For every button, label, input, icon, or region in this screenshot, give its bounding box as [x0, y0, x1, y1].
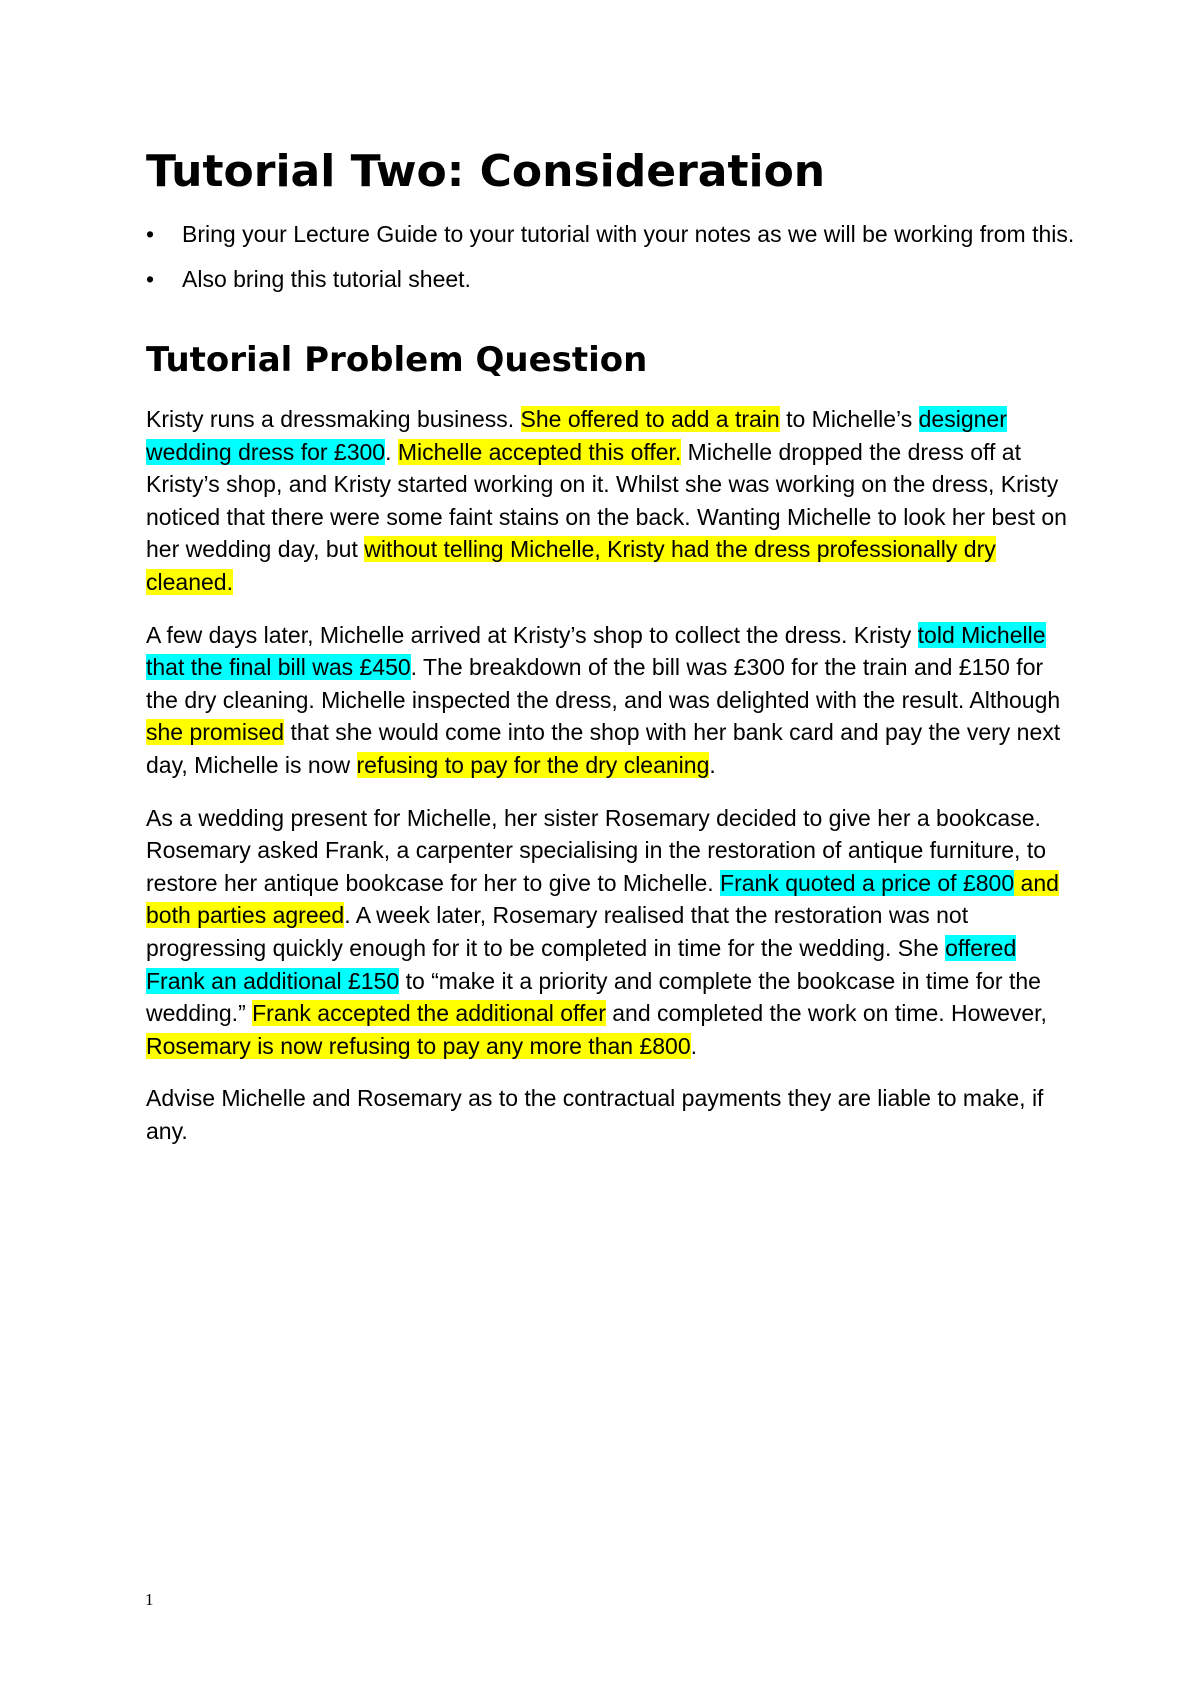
- text-run: Michelle dropped the dress off at Kristy’s shop, and Kristy started working on it. Whilst she was working on the dress, Kristy noticed that there were some faint stains on the back. Wanting Michelle to look her best on her wedding day, but: [146, 438, 1067, 563]
- text-run: that she would come into the shop with her bank card and pay the very next day, Michelle is now: [146, 719, 1061, 778]
- paragraph-rosemary: [146, 802, 1076, 1063]
- highlighted-text: refusing to pay for the dry cleaning: [356, 751, 710, 778]
- list-item-text: Also bring this tutorial sheet.: [182, 266, 471, 292]
- highlighted-text: Michelle accepted this offer.: [397, 438, 682, 465]
- text-run: to “make it a priority and complete the bookcase in time for the wedding.”: [146, 967, 1041, 1027]
- text-run: A few days later, Michelle arrived at Kristy’s shop to collect the dress. Kristy: [146, 621, 918, 648]
- highlighted-text: Frank quoted a price of £800: [720, 869, 1015, 896]
- bullet-icon: •: [146, 266, 155, 292]
- highlighted-text: without telling Michelle, Kristy had the dress professionally dry cleaned.: [146, 536, 996, 595]
- section-heading: Tutorial Problem Question: [146, 340, 648, 380]
- text-run: . The breakdown of the bill was £300 for the train and £150 for the dry cleaning. Michelle inspected the dress, and was delighted with the result. Although: [146, 654, 1061, 713]
- highlighted-text: told Michelle that the final bill was £450: [146, 621, 1046, 681]
- list-item: [146, 263, 1076, 295]
- document-body: [146, 142, 1076, 1167]
- list-item-text: Bring your Lecture Guide to your tutorial with your notes as we will be working from this.: [182, 221, 1075, 247]
- highlighted-text: Frank accepted the additional offer: [252, 1000, 606, 1027]
- text-run: and completed the work on time. However,: [605, 1000, 1047, 1027]
- highlighted-text: Rosemary is now refusing to pay any more than £800: [146, 1032, 691, 1059]
- list-item: [146, 218, 1076, 250]
- paragraph-kristy: [146, 403, 1076, 599]
- highlighted-text: offered Frank an additional £150: [146, 934, 1017, 994]
- highlighted-text: She offered to add a train: [520, 406, 780, 432]
- instructions-list: [146, 218, 1076, 295]
- paragraph-bill: [146, 619, 1076, 782]
- bullet-icon: •: [146, 221, 155, 247]
- text-run: Advise Michelle and Rosemary as to the contractual payments they are liable to make, if any.: [146, 1085, 1044, 1144]
- highlighted-text: designer wedding dress for £300: [146, 406, 1007, 465]
- text-run: .: [385, 438, 398, 465]
- page-number: 1: [145, 1590, 154, 1609]
- text-run: .: [690, 1032, 698, 1059]
- text-run: Kristy runs a dressmaking business.: [146, 406, 521, 432]
- text-run: . A week later, Rosemary realised that the restoration was not progressing quickly enough for it to be completed in time for the wedding. She: [146, 902, 969, 961]
- paragraph-question: [146, 1082, 1076, 1147]
- text-run: .: [709, 751, 716, 778]
- highlighted-text: she promised: [146, 719, 285, 746]
- page-title: Tutorial Two: Consideration: [146, 146, 826, 197]
- text-run: As a wedding present for Michelle, her sister Rosemary decided to give her a bookcase. Rosemary asked Frank, a carpenter specialising in the restoration of antique furniture, to restore her antique bookcase for her to give to Michelle.: [146, 804, 1047, 896]
- highlighted-text: and both parties agreed: [146, 869, 1059, 929]
- text-run: to Michelle’s: [779, 406, 919, 432]
